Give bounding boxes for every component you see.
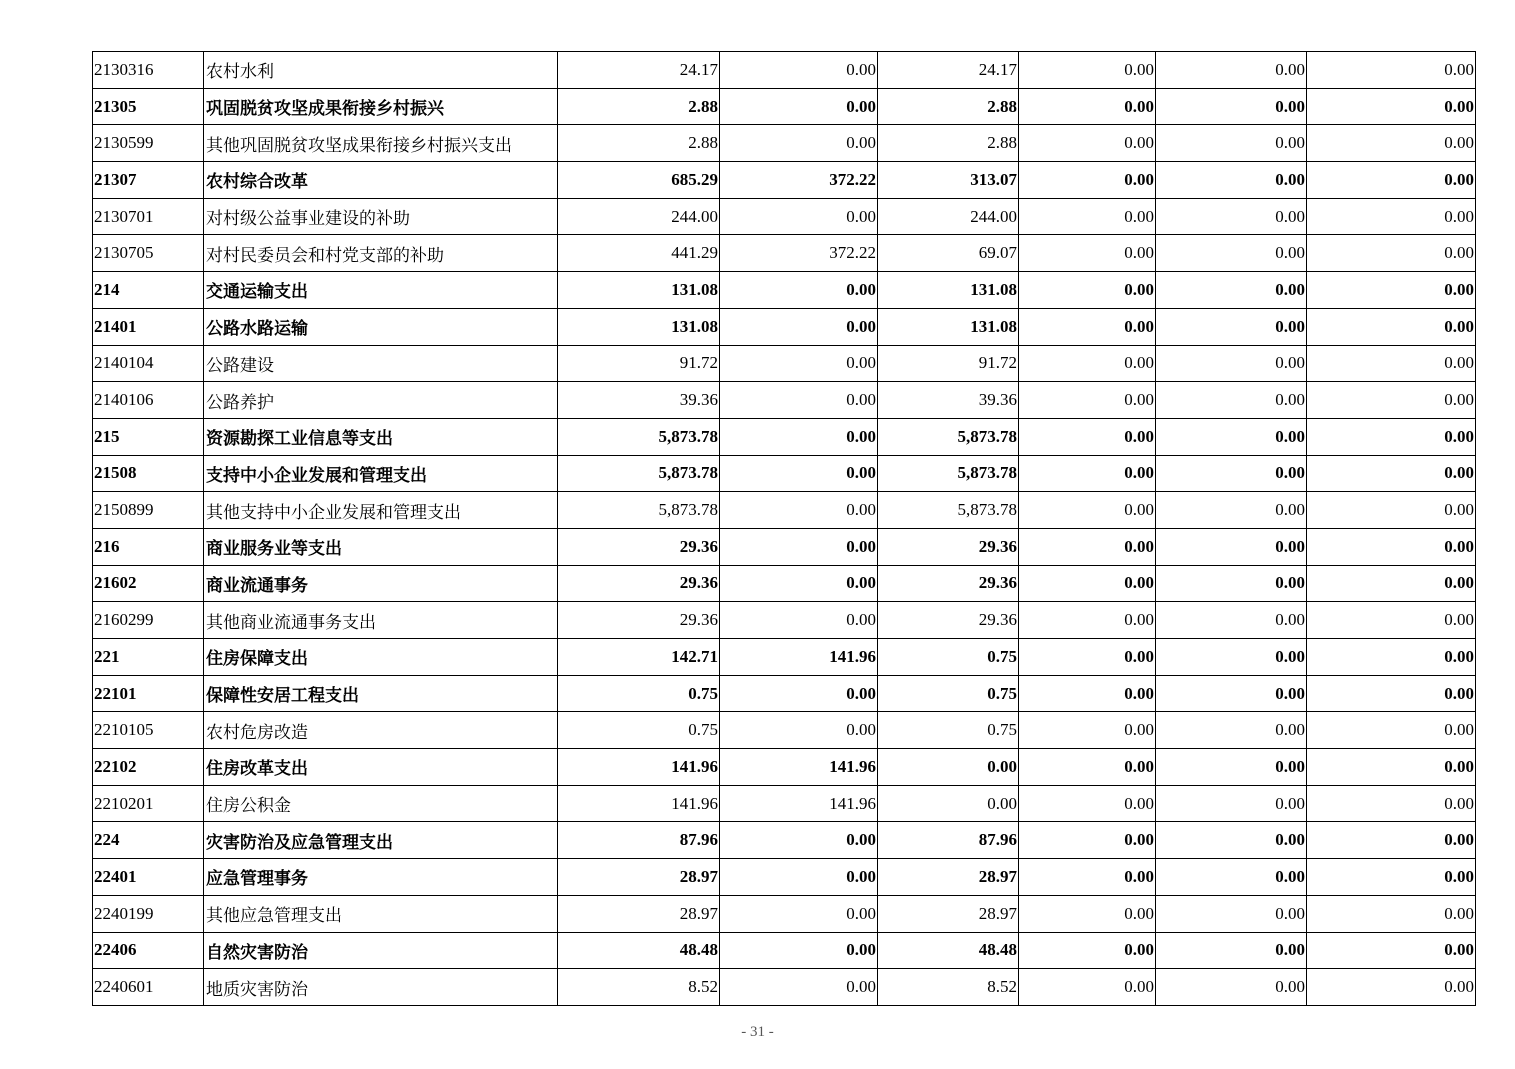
amount-cell: 0.00 <box>1156 272 1307 309</box>
table-row <box>93 418 1476 455</box>
table-row <box>93 382 1476 419</box>
subject-name-cell: 其他应急管理支出 <box>204 895 558 932</box>
amount-cell: 0.00 <box>1156 749 1307 786</box>
table-row <box>93 528 1476 565</box>
amount-cell: 0.00 <box>1307 859 1476 896</box>
amount-cell: 131.08 <box>878 308 1019 345</box>
amount-cell: 0.00 <box>1156 198 1307 235</box>
subject-name-cell: 住房改革支出 <box>204 749 558 786</box>
amount-cell: 0.00 <box>1019 602 1156 639</box>
amount-cell: 39.36 <box>878 382 1019 419</box>
amount-cell: 0.00 <box>1156 455 1307 492</box>
subject-name-cell: 农村危房改造 <box>204 712 558 749</box>
amount-cell: 0.00 <box>720 675 878 712</box>
amount-cell: 0.00 <box>720 88 878 125</box>
subject-name-cell: 应急管理事务 <box>204 859 558 896</box>
subject-code-cell: 2240601 <box>93 969 204 1006</box>
amount-cell: 0.00 <box>1307 345 1476 382</box>
amount-cell: 0.75 <box>878 639 1019 676</box>
amount-cell: 0.00 <box>1307 162 1476 199</box>
amount-cell: 0.00 <box>720 125 878 162</box>
table-row <box>93 198 1476 235</box>
subject-name-cell: 农村综合改革 <box>204 162 558 199</box>
amount-cell: 0.00 <box>1019 88 1156 125</box>
subject-name-cell: 巩固脱贫攻坚成果衔接乡村振兴 <box>204 88 558 125</box>
amount-cell: 69.07 <box>878 235 1019 272</box>
amount-cell: 372.22 <box>720 162 878 199</box>
amount-cell: 0.00 <box>1019 749 1156 786</box>
amount-cell: 0.00 <box>1019 125 1156 162</box>
table-body <box>93 52 1476 1006</box>
amount-cell: 685.29 <box>558 162 720 199</box>
amount-cell: 0.75 <box>558 675 720 712</box>
page-number: - 31 - <box>741 1024 774 1040</box>
amount-cell: 0.00 <box>1156 418 1307 455</box>
amount-cell: 0.75 <box>558 712 720 749</box>
amount-cell: 5,873.78 <box>878 455 1019 492</box>
subject-name-cell: 农村水利 <box>204 52 558 89</box>
amount-cell: 0.00 <box>1019 932 1156 969</box>
table-row <box>93 969 1476 1006</box>
amount-cell: 0.00 <box>1019 895 1156 932</box>
amount-cell: 141.96 <box>720 639 878 676</box>
amount-cell: 29.36 <box>878 528 1019 565</box>
subject-code-cell: 2150899 <box>93 492 204 529</box>
amount-cell: 0.00 <box>720 822 878 859</box>
subject-name-cell: 对村民委员会和村党支部的补助 <box>204 235 558 272</box>
subject-name-cell: 公路水路运输 <box>204 308 558 345</box>
amount-cell: 131.08 <box>558 308 720 345</box>
amount-cell: 0.00 <box>1307 418 1476 455</box>
amount-cell: 8.52 <box>558 969 720 1006</box>
subject-code-cell: 22406 <box>93 932 204 969</box>
amount-cell: 2.88 <box>878 88 1019 125</box>
amount-cell: 2.88 <box>558 88 720 125</box>
amount-cell: 0.00 <box>1156 492 1307 529</box>
amount-cell: 0.00 <box>1307 639 1476 676</box>
amount-cell: 0.00 <box>720 528 878 565</box>
subject-code-cell: 21401 <box>93 308 204 345</box>
amount-cell: 0.00 <box>1019 52 1156 89</box>
amount-cell: 0.00 <box>720 932 878 969</box>
subject-name-cell: 其他巩固脱贫攻坚成果衔接乡村振兴支出 <box>204 125 558 162</box>
amount-cell: 0.00 <box>1156 785 1307 822</box>
amount-cell: 2.88 <box>558 125 720 162</box>
amount-cell: 0.00 <box>1156 125 1307 162</box>
amount-cell: 141.96 <box>720 749 878 786</box>
table-row <box>93 859 1476 896</box>
subject-name-cell: 住房保障支出 <box>204 639 558 676</box>
amount-cell: 0.00 <box>1307 52 1476 89</box>
subject-code-cell: 221 <box>93 639 204 676</box>
table-row <box>93 785 1476 822</box>
amount-cell: 0.00 <box>1156 712 1307 749</box>
amount-cell: 0.00 <box>878 785 1019 822</box>
amount-cell: 0.00 <box>1307 272 1476 309</box>
table-row <box>93 52 1476 89</box>
subject-name-cell: 保障性安居工程支出 <box>204 675 558 712</box>
amount-cell: 0.00 <box>1156 675 1307 712</box>
amount-cell: 0.00 <box>1307 822 1476 859</box>
subject-code-cell: 22101 <box>93 675 204 712</box>
subject-code-cell: 22102 <box>93 749 204 786</box>
amount-cell: 91.72 <box>878 345 1019 382</box>
table-row <box>93 492 1476 529</box>
amount-cell: 39.36 <box>558 382 720 419</box>
subject-code-cell: 2210201 <box>93 785 204 822</box>
table-row <box>93 602 1476 639</box>
amount-cell: 0.00 <box>1019 308 1156 345</box>
amount-cell: 0.00 <box>1307 455 1476 492</box>
subject-code-cell: 2130316 <box>93 52 204 89</box>
amount-cell: 28.97 <box>558 859 720 896</box>
subject-name-cell: 地质灾害防治 <box>204 969 558 1006</box>
table-row <box>93 235 1476 272</box>
amount-cell: 0.00 <box>1019 272 1156 309</box>
table-row <box>93 162 1476 199</box>
subject-code-cell: 215 <box>93 418 204 455</box>
amount-cell: 0.00 <box>1156 859 1307 896</box>
table-row <box>93 308 1476 345</box>
amount-cell: 0.00 <box>1307 969 1476 1006</box>
amount-cell: 0.00 <box>1019 565 1156 602</box>
subject-code-cell: 2130701 <box>93 198 204 235</box>
amount-cell: 0.00 <box>1019 969 1156 1006</box>
subject-code-cell: 21305 <box>93 88 204 125</box>
amount-cell: 0.00 <box>720 859 878 896</box>
amount-cell: 244.00 <box>558 198 720 235</box>
table-row <box>93 455 1476 492</box>
amount-cell: 28.97 <box>558 895 720 932</box>
subject-code-cell: 2210105 <box>93 712 204 749</box>
amount-cell: 48.48 <box>558 932 720 969</box>
amount-cell: 87.96 <box>558 822 720 859</box>
subject-code-cell: 2140106 <box>93 382 204 419</box>
subject-code-cell: 2140104 <box>93 345 204 382</box>
amount-cell: 0.00 <box>720 198 878 235</box>
amount-cell: 87.96 <box>878 822 1019 859</box>
amount-cell: 0.75 <box>878 712 1019 749</box>
amount-cell: 24.17 <box>878 52 1019 89</box>
amount-cell: 5,873.78 <box>878 492 1019 529</box>
amount-cell: 0.00 <box>1019 639 1156 676</box>
subject-name-cell: 商业流通事务 <box>204 565 558 602</box>
amount-cell: 0.00 <box>720 382 878 419</box>
amount-cell: 0.00 <box>1156 969 1307 1006</box>
amount-cell: 0.00 <box>720 52 878 89</box>
amount-cell: 29.36 <box>558 565 720 602</box>
amount-cell: 0.00 <box>1019 162 1156 199</box>
amount-cell: 0.00 <box>1156 895 1307 932</box>
amount-cell: 0.00 <box>1307 712 1476 749</box>
amount-cell: 0.00 <box>1019 382 1156 419</box>
subject-name-cell: 住房公积金 <box>204 785 558 822</box>
amount-cell: 0.00 <box>878 749 1019 786</box>
amount-cell: 0.00 <box>1156 308 1307 345</box>
amount-cell: 0.00 <box>1156 162 1307 199</box>
amount-cell: 0.00 <box>1156 822 1307 859</box>
subject-code-cell: 2130705 <box>93 235 204 272</box>
subject-name-cell: 灾害防治及应急管理支出 <box>204 822 558 859</box>
amount-cell: 0.75 <box>878 675 1019 712</box>
amount-cell: 0.00 <box>1019 492 1156 529</box>
amount-cell: 0.00 <box>1307 382 1476 419</box>
subject-code-cell: 22401 <box>93 859 204 896</box>
amount-cell: 0.00 <box>1156 602 1307 639</box>
table-row <box>93 88 1476 125</box>
table-row <box>93 822 1476 859</box>
amount-cell: 0.00 <box>1307 749 1476 786</box>
amount-cell: 0.00 <box>1019 418 1156 455</box>
amount-cell: 142.71 <box>558 639 720 676</box>
table-row <box>93 272 1476 309</box>
subject-name-cell: 自然灾害防治 <box>204 932 558 969</box>
amount-cell: 0.00 <box>1019 822 1156 859</box>
amount-cell: 24.17 <box>558 52 720 89</box>
amount-cell: 0.00 <box>1307 235 1476 272</box>
amount-cell: 0.00 <box>1156 639 1307 676</box>
table-row <box>93 639 1476 676</box>
amount-cell: 0.00 <box>1156 345 1307 382</box>
table-row <box>93 675 1476 712</box>
amount-cell: 141.96 <box>558 749 720 786</box>
subject-code-cell: 2130599 <box>93 125 204 162</box>
amount-cell: 0.00 <box>1156 565 1307 602</box>
amount-cell: 0.00 <box>720 712 878 749</box>
amount-cell: 0.00 <box>1019 455 1156 492</box>
amount-cell: 0.00 <box>1019 785 1156 822</box>
amount-cell: 441.29 <box>558 235 720 272</box>
table-row <box>93 565 1476 602</box>
amount-cell: 0.00 <box>1307 895 1476 932</box>
subject-code-cell: 216 <box>93 528 204 565</box>
amount-cell: 0.00 <box>720 969 878 1006</box>
subject-name-cell: 公路养护 <box>204 382 558 419</box>
amount-cell: 0.00 <box>720 272 878 309</box>
subject-name-cell: 公路建设 <box>204 345 558 382</box>
amount-cell: 91.72 <box>558 345 720 382</box>
amount-cell: 0.00 <box>1019 675 1156 712</box>
subject-code-cell: 224 <box>93 822 204 859</box>
amount-cell: 0.00 <box>1019 528 1156 565</box>
subject-code-cell: 21602 <box>93 565 204 602</box>
subject-name-cell: 其他商业流通事务支出 <box>204 602 558 639</box>
amount-cell: 131.08 <box>878 272 1019 309</box>
amount-cell: 0.00 <box>1019 198 1156 235</box>
subject-code-cell: 214 <box>93 272 204 309</box>
amount-cell: 0.00 <box>720 565 878 602</box>
subject-code-cell: 2160299 <box>93 602 204 639</box>
amount-cell: 29.36 <box>878 565 1019 602</box>
amount-cell: 313.07 <box>878 162 1019 199</box>
subject-name-cell: 资源勘探工业信息等支出 <box>204 418 558 455</box>
amount-cell: 48.48 <box>878 932 1019 969</box>
subject-code-cell: 2240199 <box>93 895 204 932</box>
amount-cell: 8.52 <box>878 969 1019 1006</box>
amount-cell: 0.00 <box>1156 52 1307 89</box>
amount-cell: 0.00 <box>1156 528 1307 565</box>
table-row <box>93 932 1476 969</box>
subject-name-cell: 交通运输支出 <box>204 272 558 309</box>
amount-cell: 0.00 <box>720 492 878 529</box>
amount-cell: 28.97 <box>878 859 1019 896</box>
table-row <box>93 345 1476 382</box>
amount-cell: 0.00 <box>1307 88 1476 125</box>
amount-cell: 0.00 <box>1307 308 1476 345</box>
amount-cell: 0.00 <box>1307 675 1476 712</box>
amount-cell: 0.00 <box>720 895 878 932</box>
amount-cell: 0.00 <box>1156 932 1307 969</box>
amount-cell: 0.00 <box>1019 712 1156 749</box>
amount-cell: 0.00 <box>1307 198 1476 235</box>
amount-cell: 141.96 <box>558 785 720 822</box>
amount-cell: 0.00 <box>720 602 878 639</box>
amount-cell: 0.00 <box>1307 602 1476 639</box>
table-row <box>93 749 1476 786</box>
subject-name-cell: 对村级公益事业建设的补助 <box>204 198 558 235</box>
amount-cell: 5,873.78 <box>558 492 720 529</box>
table-row <box>93 125 1476 162</box>
amount-cell: 0.00 <box>720 345 878 382</box>
amount-cell: 0.00 <box>720 418 878 455</box>
amount-cell: 244.00 <box>878 198 1019 235</box>
amount-cell: 131.08 <box>558 272 720 309</box>
amount-cell: 0.00 <box>1307 528 1476 565</box>
amount-cell: 5,873.78 <box>558 418 720 455</box>
amount-cell: 0.00 <box>720 455 878 492</box>
budget-table <box>92 51 1476 1006</box>
amount-cell: 0.00 <box>1307 785 1476 822</box>
amount-cell: 0.00 <box>1307 932 1476 969</box>
amount-cell: 29.36 <box>878 602 1019 639</box>
subject-name-cell: 商业服务业等支出 <box>204 528 558 565</box>
table-row <box>93 895 1476 932</box>
subject-name-cell: 其他支持中小企业发展和管理支出 <box>204 492 558 529</box>
amount-cell: 0.00 <box>1307 565 1476 602</box>
subject-code-cell: 21307 <box>93 162 204 199</box>
table-row <box>93 712 1476 749</box>
amount-cell: 372.22 <box>720 235 878 272</box>
amount-cell: 29.36 <box>558 528 720 565</box>
amount-cell: 0.00 <box>1156 235 1307 272</box>
amount-cell: 0.00 <box>1307 492 1476 529</box>
amount-cell: 5,873.78 <box>558 455 720 492</box>
amount-cell: 0.00 <box>1019 345 1156 382</box>
amount-cell: 0.00 <box>1156 88 1307 125</box>
amount-cell: 29.36 <box>558 602 720 639</box>
amount-cell: 0.00 <box>1307 125 1476 162</box>
amount-cell: 0.00 <box>1019 235 1156 272</box>
amount-cell: 0.00 <box>1156 382 1307 419</box>
amount-cell: 141.96 <box>720 785 878 822</box>
amount-cell: 0.00 <box>720 308 878 345</box>
subject-code-cell: 21508 <box>93 455 204 492</box>
amount-cell: 5,873.78 <box>878 418 1019 455</box>
amount-cell: 0.00 <box>1019 859 1156 896</box>
subject-name-cell: 支持中小企业发展和管理支出 <box>204 455 558 492</box>
amount-cell: 28.97 <box>878 895 1019 932</box>
amount-cell: 2.88 <box>878 125 1019 162</box>
